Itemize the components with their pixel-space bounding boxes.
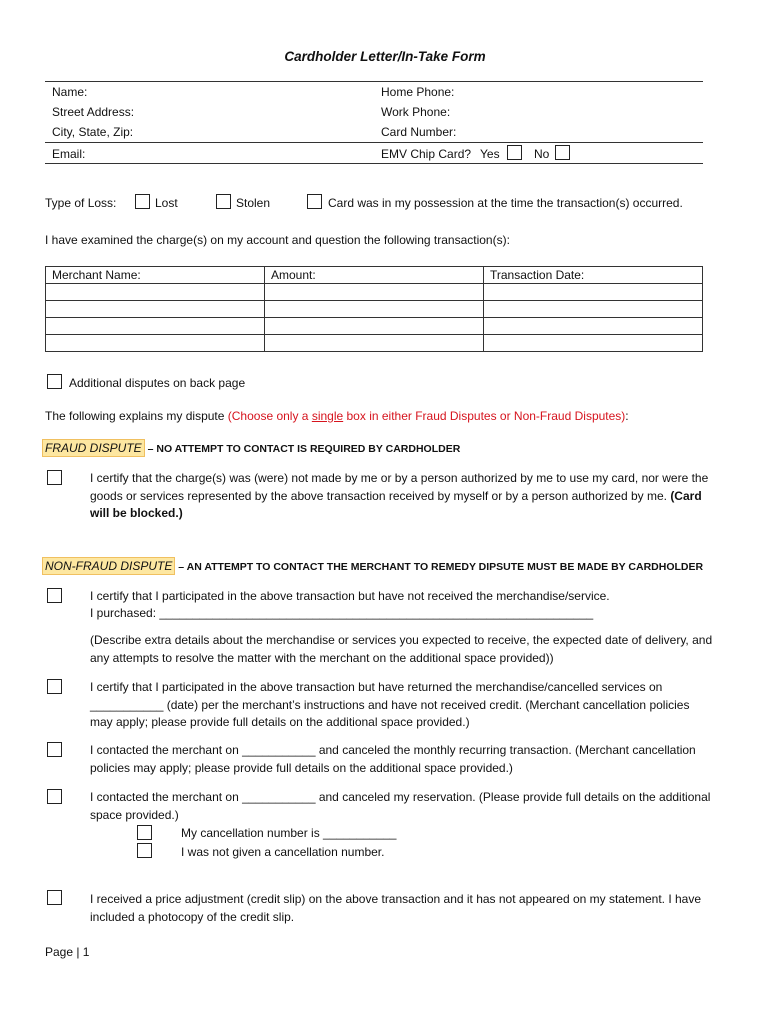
- name-label: Name:: [52, 85, 88, 99]
- card-number-label: Card Number:: [381, 125, 457, 139]
- form-title: Cardholder Letter/In-Take Form: [284, 49, 486, 64]
- emv-yes-checkbox[interactable]: [507, 145, 522, 160]
- merchant-name-cell[interactable]: [46, 335, 265, 352]
- merchant-name-cell[interactable]: [46, 318, 265, 335]
- work-phone-label: Work Phone:: [381, 105, 451, 119]
- fraud-checkbox[interactable]: [47, 470, 62, 485]
- transaction-date-cell[interactable]: [484, 284, 703, 301]
- nonfraud-heading: [42, 559, 703, 573]
- table-header-row: [46, 267, 703, 284]
- returned-checkbox[interactable]: [47, 679, 62, 694]
- card-blocked-note: (Card will be blocked.): [90, 488, 702, 520]
- amount-header: Amount:: [265, 267, 484, 284]
- no-cancellation-number-checkbox[interactable]: [137, 843, 152, 858]
- emv-no-checkbox[interactable]: [555, 145, 570, 160]
- table-row: [46, 318, 703, 335]
- transactions-table: [45, 266, 703, 352]
- instruction-part: box in either Fraud Disputes or Non-Fraud Disputes): [343, 409, 626, 423]
- emv-chip-label: EMV Chip Card?: [381, 147, 472, 161]
- amount-cell[interactable]: [265, 335, 484, 352]
- divider: [45, 142, 703, 143]
- fraud-heading: [42, 441, 460, 455]
- amount-cell[interactable]: [265, 284, 484, 301]
- merchant-name-header: Merchant Name:: [46, 267, 265, 284]
- fraud-text: I certify that the charge(s) was (were) not made by me or by a person authorized by me to use my card, nor were the goods or services represented by the above transaction received by myself or by a person authorized by me.: [90, 471, 709, 503]
- home-phone-label: Home Phone:: [381, 85, 455, 99]
- recurring-text: I contacted the merchant on ___________ and canceled the monthly recurring transaction. (Merchant cancellation policies may apply; please provide full details on the additional space provided.): [90, 743, 696, 775]
- transaction-date-cell[interactable]: [484, 318, 703, 335]
- nonfraud-dispute-tag: NON-FRAUD DISPUTE: [42, 557, 175, 575]
- recurring-checkbox[interactable]: [47, 742, 62, 757]
- explains-text: [45, 409, 629, 423]
- price-adjustment-text: I received a price adjustment (credit slip) on the above transaction and it has not appeared on my statement. I have included a photocopy of the credit slip.: [90, 892, 702, 924]
- stolen-checkbox[interactable]: [216, 194, 231, 209]
- describe-note: (Describe extra details about the merchandise or services you expected to receive, the expected date of delivery, and any attempts to resolve the matter with the merchant on the additional space provided)): [90, 633, 713, 665]
- no-cancellation-number-text: I was not given a cancellation number.: [181, 845, 385, 859]
- purchased-line: I purchased: _________________________________________________________________: [90, 606, 594, 620]
- returned-text: I certify that I participated in the above transaction but have returned the merchandise/cancelled services on ___________ (date) per the merchant’s instructions and have not received credit. (Merchant cancellation policies may apply; please provide full details on the additional space provided.): [90, 680, 690, 729]
- amount-cell[interactable]: [265, 318, 484, 335]
- instruction-part: (Choose only a: [227, 409, 312, 423]
- merchant-name-cell[interactable]: [46, 301, 265, 318]
- possession-label: Card was in my possession at the time the transaction(s) occurred.: [328, 196, 683, 210]
- lost-label: Lost: [155, 196, 178, 210]
- reservation-text: I contacted the merchant on ___________ and canceled my reservation. (Please provide full details on the additional space provided.): [90, 790, 711, 822]
- merchant-name-cell[interactable]: [46, 284, 265, 301]
- emv-no-label: No: [534, 147, 550, 161]
- stolen-label: Stolen: [236, 196, 271, 210]
- fraud-heading-rest: – NO ATTEMPT TO CONTACT IS REQUIRED BY CARDHOLDER: [144, 443, 461, 455]
- table-row: [46, 301, 703, 318]
- examined-text: I have examined the charge(s) on my account and question the following transaction(s):: [45, 233, 510, 247]
- fraud-item-text: [90, 470, 715, 523]
- reservation-checkbox[interactable]: [47, 789, 62, 804]
- cancellation-number-text: My cancellation number is ___________: [181, 826, 397, 840]
- transaction-date-cell[interactable]: [484, 301, 703, 318]
- table-row: [46, 335, 703, 352]
- amount-cell[interactable]: [265, 301, 484, 318]
- explains-colon: :: [625, 409, 629, 423]
- instruction-single: single: [311, 409, 344, 423]
- explains-instruction: [227, 409, 629, 423]
- divider: [45, 163, 703, 164]
- city-state-zip-label: City, State, Zip:: [52, 125, 134, 139]
- additional-disputes-label: Additional disputes on back page: [69, 376, 246, 390]
- price-adjustment-checkbox[interactable]: [47, 890, 62, 905]
- emv-yes-label: Yes: [480, 147, 500, 161]
- possession-checkbox[interactable]: [307, 194, 322, 209]
- fraud-dispute-tag: FRAUD DISPUTE: [42, 439, 145, 457]
- lost-checkbox[interactable]: [135, 194, 150, 209]
- page-footer: Page | 1: [45, 945, 90, 959]
- table-row: [46, 284, 703, 301]
- explains-prefix: The following explains my dispute: [45, 409, 228, 423]
- nonfraud-heading-rest: – AN ATTEMPT TO CONTACT THE MERCHANT TO REMEDY DIPSUTE MUST BE MADE BY CARDHOLDER: [175, 561, 704, 573]
- email-label: Email:: [52, 147, 86, 161]
- divider: [45, 81, 703, 82]
- transaction-date-header: Transaction Date:: [484, 267, 703, 284]
- cancellation-number-checkbox[interactable]: [137, 825, 152, 840]
- street-address-label: Street Address:: [52, 105, 135, 119]
- type-of-loss-label: Type of Loss:: [45, 196, 117, 210]
- additional-disputes-checkbox[interactable]: [47, 374, 62, 389]
- transaction-date-cell[interactable]: [484, 335, 703, 352]
- not-received-checkbox[interactable]: [47, 588, 62, 603]
- not-received-text: I certify that I participated in the above transaction but have not received the merchandise/service.: [90, 589, 610, 603]
